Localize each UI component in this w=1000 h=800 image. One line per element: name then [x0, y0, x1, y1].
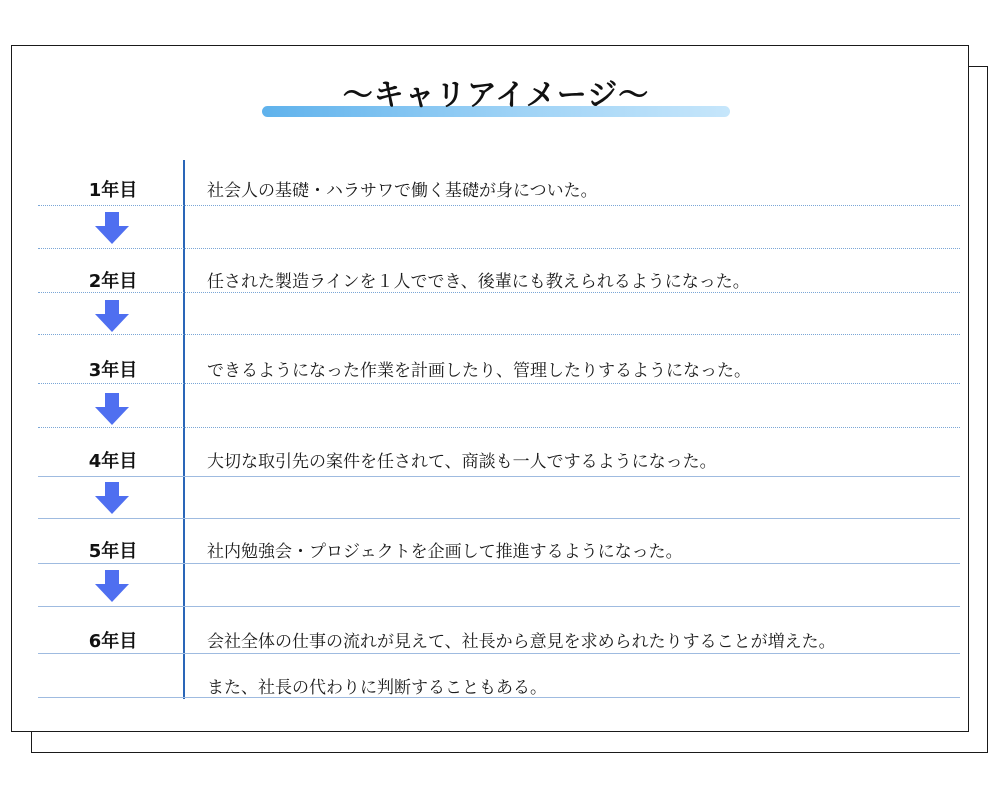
year-label-4: 4年目: [88, 451, 138, 472]
row-divider: [38, 653, 960, 654]
year-label-6: 6年目: [88, 631, 138, 652]
down-arrow-icon: [94, 210, 130, 246]
row-divider: [38, 476, 960, 477]
row-divider: [38, 292, 960, 293]
down-arrow-icon: [94, 391, 130, 427]
row-divider: [38, 427, 960, 428]
year-label-1: 1年目: [88, 180, 138, 201]
row-text-6: 会社全体の仕事の流れが見えて、社長から意見を求められたりすることが増えた。: [207, 632, 836, 652]
timeline-vertical-line: [183, 160, 185, 699]
row-divider: [38, 563, 960, 564]
row-text-3: できるようになった作業を計画したり、管理したりするようになった。: [207, 361, 751, 381]
year-label-5: 5年目: [88, 541, 138, 562]
year-label-2: 2年目: [88, 271, 138, 292]
page-title: 〜キャリアイメージ〜: [342, 78, 650, 113]
row-divider: [38, 518, 960, 519]
row-divider: [38, 383, 960, 384]
down-arrow-icon: [94, 568, 130, 604]
row-text-4: 大切な取引先の案件を任されて、商談も一人でするようになった。: [207, 452, 717, 472]
down-arrow-icon: [94, 298, 130, 334]
row-divider: [38, 697, 960, 698]
row-divider: [38, 248, 960, 249]
year-label-3: 3年目: [88, 360, 138, 381]
row-text-5: 社内勉強会・プロジェクトを企画して推進するようになった。: [207, 542, 683, 562]
row-text-2: 任された製造ラインを１人ででき、後輩にも教えられるようになった。: [207, 272, 750, 292]
down-arrow-icon: [94, 480, 130, 516]
row-divider: [38, 606, 960, 607]
row-divider: [38, 205, 960, 206]
row-text-6-continued: また、社長の代わりに判断することもある。: [207, 678, 547, 698]
row-text-1: 社会人の基礎・ハラサワで働く基礎が身についた。: [207, 181, 598, 201]
row-divider: [38, 334, 960, 335]
